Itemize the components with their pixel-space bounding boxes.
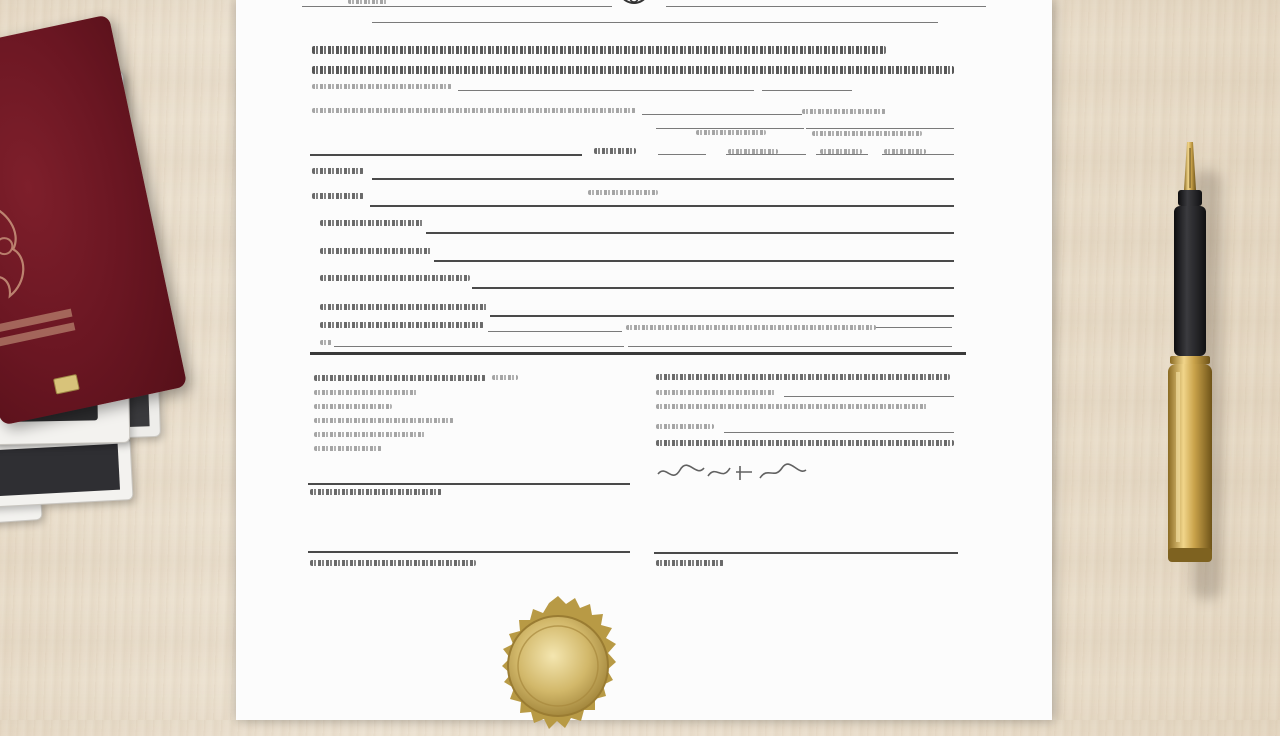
right-date-rule <box>654 552 958 554</box>
left-signature-rule <box>308 483 630 485</box>
header-rule-left <box>302 6 612 7</box>
header-text <box>348 0 388 4</box>
info-blank-1 <box>642 114 802 115</box>
passport-title <box>0 309 72 333</box>
intro-text-line-2 <box>312 66 954 74</box>
date-line-4 <box>816 154 868 155</box>
info-text-line <box>312 108 636 113</box>
field-label-a <box>696 130 766 135</box>
field-2-value <box>588 190 658 195</box>
id-card-bottom <box>0 436 134 508</box>
field-7-line-b <box>876 327 952 328</box>
left-block-line-2 <box>314 404 392 409</box>
field-1-label <box>312 168 364 174</box>
header-rule-right <box>666 6 986 7</box>
field-label-b <box>812 131 922 136</box>
field-2-label <box>312 193 364 199</box>
right-block-line-3 <box>656 424 714 429</box>
intro-text-line-1 <box>312 46 886 54</box>
date-line-2 <box>658 154 706 155</box>
left-date-caption <box>310 560 476 566</box>
date-line-5 <box>882 154 954 155</box>
left-block-heading-tail <box>492 375 518 380</box>
field-3-label <box>320 220 424 226</box>
date-line-1 <box>310 154 582 156</box>
right-block-line-4 <box>656 440 954 446</box>
right-block-line-2 <box>656 404 928 409</box>
left-block-heading <box>314 375 486 381</box>
field-8-line-a <box>334 346 624 347</box>
section-divider <box>310 352 966 355</box>
field-7-value <box>626 325 876 330</box>
left-signature-caption <box>310 489 442 495</box>
intro-blank-1 <box>458 90 754 91</box>
passport-chip <box>53 374 80 395</box>
field-rule-a <box>656 128 804 129</box>
intro-text-line-3 <box>312 84 452 89</box>
field-5-label <box>320 275 470 281</box>
gold-seal-icon <box>488 596 628 736</box>
left-block-line-1 <box>314 390 418 395</box>
info-label <box>802 109 886 114</box>
fountain-pen-icon <box>1160 140 1222 580</box>
date-line-3 <box>726 154 806 155</box>
intro-blank-2 <box>762 90 852 91</box>
field-8-label <box>320 340 332 345</box>
right-block-rule-3 <box>724 432 954 433</box>
field-6-label <box>320 304 488 310</box>
left-date-rule <box>308 551 630 553</box>
field-3-line <box>426 232 954 234</box>
crest-icon <box>616 0 652 14</box>
right-block-rule-1 <box>784 396 954 397</box>
field-5-line <box>472 287 954 289</box>
right-date-caption <box>656 560 724 566</box>
left-block-line-3 <box>314 418 454 423</box>
field-2-line <box>370 205 954 207</box>
signature-mark <box>656 460 816 490</box>
form-document <box>236 0 1052 720</box>
left-block-line-5 <box>314 446 382 451</box>
right-block-heading <box>656 374 950 380</box>
field-8-line-b <box>628 346 952 347</box>
field-1-line <box>372 178 954 180</box>
field-6-line <box>490 315 954 317</box>
date-label-1 <box>594 148 636 154</box>
field-rule-b <box>806 128 954 129</box>
left-block-line-4 <box>314 432 426 437</box>
header-underline <box>372 22 938 23</box>
field-7-label <box>320 322 484 328</box>
right-block-line-1 <box>656 390 776 395</box>
field-4-label <box>320 248 432 254</box>
passport-emblem-icon <box>0 186 47 316</box>
field-4-line <box>434 260 954 262</box>
field-7-line-a <box>488 331 622 332</box>
